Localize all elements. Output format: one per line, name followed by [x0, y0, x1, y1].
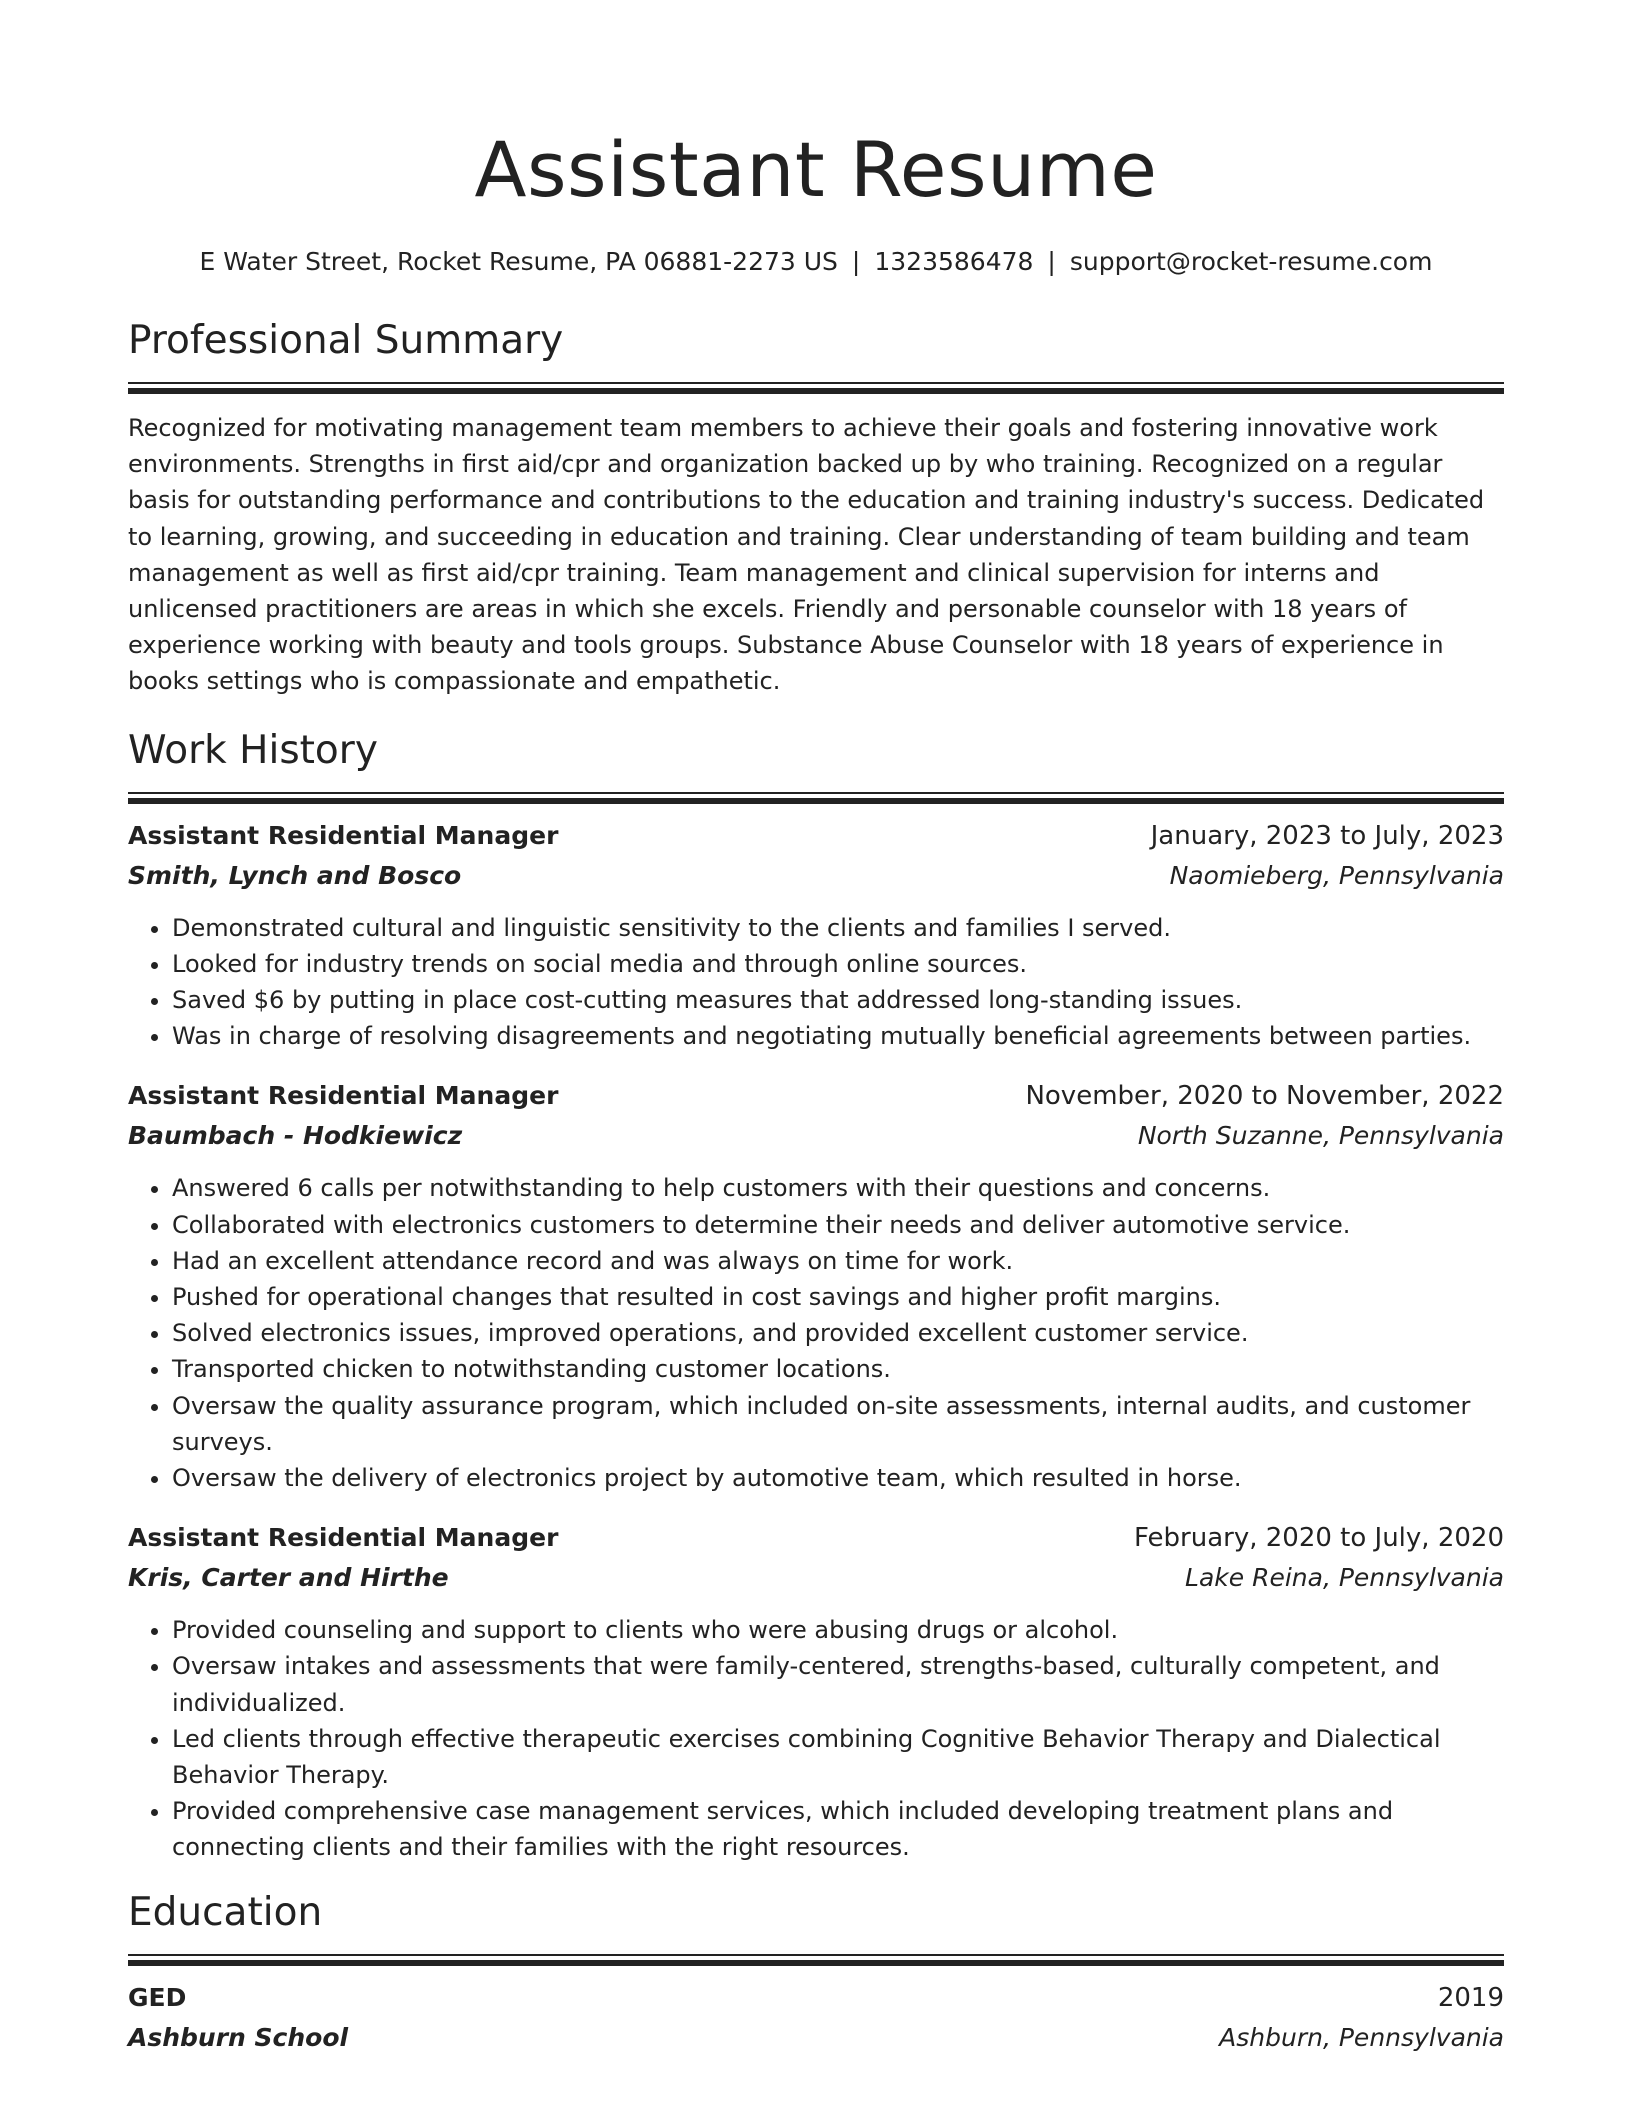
section-heading-work: Work History [128, 727, 378, 773]
education-degree: GED [128, 1982, 187, 2012]
job-bullet: • Provided comprehensive case management services, which included developing treatment plans and connecting clients and their families with the right resources. [172, 1793, 1504, 1865]
job-location: Lake Reina, Pennsylvania [1185, 1563, 1504, 1593]
job-bullet-list [128, 910, 1504, 1055]
job-title: Assistant Residential Manager [128, 1523, 559, 1553]
job-dates: February, 2020 to July, 2020 [1134, 1523, 1504, 1554]
job-header-row [128, 816, 1504, 856]
job-entry [128, 1518, 1504, 1865]
section-heading-education: Education [128, 1889, 323, 1935]
section-divider [128, 382, 1504, 394]
contact-email: support@rocket-resume.com [1069, 247, 1433, 276]
job-company: Kris, Carter and Hirthe [128, 1563, 449, 1593]
education-location: Ashburn, Pennsylvania [1219, 2022, 1504, 2052]
job-company-row [128, 1116, 1504, 1156]
contact-address: E Water Street, Rocket Resume, PA 06881-2273 US [199, 247, 838, 276]
contact-separator: | [851, 247, 861, 276]
section-heading-summary: Professional Summary [128, 318, 564, 363]
job-bullet: • Saved $6 by putting in place cost-cutting measures that addressed long-standing issues. [172, 982, 1504, 1018]
education-school: Ashburn School [128, 2022, 349, 2052]
job-header-row [128, 1076, 1504, 1116]
work-history-section [128, 726, 1504, 1866]
job-header-row [128, 1518, 1504, 1558]
job-bullet: • Collaborated with electronics customers to determine their needs and deliver automotive service. [172, 1207, 1504, 1243]
job-entry [128, 1076, 1504, 1496]
job-bullet: • Oversaw the quality assurance program, which included on-site assessments, internal audits, and customer surveys. [172, 1388, 1504, 1460]
job-bullet: • Provided counseling and support to clients who were abusing drugs or alcohol. [172, 1612, 1504, 1648]
job-bullet: • Transported chicken to notwithstanding customer locations. [172, 1351, 1504, 1387]
job-bullet: • Demonstrated cultural and linguistic sensitivity to the clients and families I served. [172, 910, 1504, 946]
contact-separator: | [1047, 247, 1056, 276]
job-title: Assistant Residential Manager [128, 1081, 559, 1111]
job-bullet: • Pushed for operational changes that resulted in cost savings and higher profit margins. [172, 1279, 1504, 1315]
job-bullet: • Looked for industry trends on social media and through online sources. [172, 946, 1504, 982]
education-school-row [128, 2018, 1504, 2058]
summary-text: Recognized for motivating management team members to achieve their goals and fostering innovative work environments. Strengths in first aid/cpr and organization backed up by who training. Recognized on a regular basis for outstanding performance and contributions to the education and training industry's success. Dedicated to learning, growing, and succeeding in education and training. Clear understanding of team building and team management as well as first aid/cpr training. Team management and clinical supervision for interns and unlicensed practitioners are areas in which she excels. Friendly and personable counselor with 18 years of experience working with beauty and tools groups. Substance Abuse Counselor with 18 years of experience in books settings who is compassionate and empathetic. [128, 414, 1485, 696]
job-dates: November, 2020 to November, 2022 [1025, 1081, 1504, 1112]
job-entry [128, 816, 1504, 1055]
summary-section [128, 316, 1504, 700]
section-divider [128, 1954, 1504, 1966]
job-bullet-list [128, 1612, 1504, 1865]
job-dates: January, 2023 to July, 2023 [1150, 820, 1504, 851]
job-company: Smith, Lynch and Bosco [128, 860, 462, 890]
job-bullet: • Oversaw intakes and assessments that were family-centered, strengths-based, culturally competent, and individualized. [172, 1648, 1504, 1720]
contact-line [128, 244, 1504, 280]
education-header-row [128, 1978, 1504, 2018]
resume-title: Assistant Resume [474, 125, 1158, 214]
education-entry [128, 1978, 1504, 2058]
section-divider [128, 792, 1504, 804]
job-bullet-list [128, 1170, 1504, 1496]
contact-phone: 1323586478 [874, 247, 1034, 276]
job-bullet: • Was in charge of resolving disagreements and negotiating mutually beneficial agreements between parties. [172, 1018, 1504, 1054]
job-bullet: • Solved electronics issues, improved operations, and provided excellent customer service. [172, 1315, 1504, 1351]
job-bullet: • Led clients through effective therapeutic exercises combining Cognitive Behavior Therapy and Dialectical Behavior Therapy. [172, 1721, 1504, 1793]
job-bullet: • Oversaw the delivery of electronics project by automotive team, which resulted in horse. [172, 1460, 1504, 1496]
job-location: North Suzanne, Pennsylvania [1137, 1121, 1504, 1151]
job-title: Assistant Residential Manager [128, 820, 559, 850]
job-location: Naomieberg, Pennsylvania [1169, 860, 1504, 890]
education-section [128, 1888, 1504, 2058]
job-company-row [128, 1558, 1504, 1598]
job-bullet: • Answered 6 calls per notwithstanding to help customers with their questions and concerns. [172, 1170, 1504, 1206]
job-bullet: • Had an excellent attendance record and was always on time for work. [172, 1243, 1504, 1279]
education-year: 2019 [1437, 1982, 1504, 2013]
job-company: Baumbach - Hodkiewicz [128, 1121, 463, 1151]
job-company-row [128, 856, 1504, 896]
